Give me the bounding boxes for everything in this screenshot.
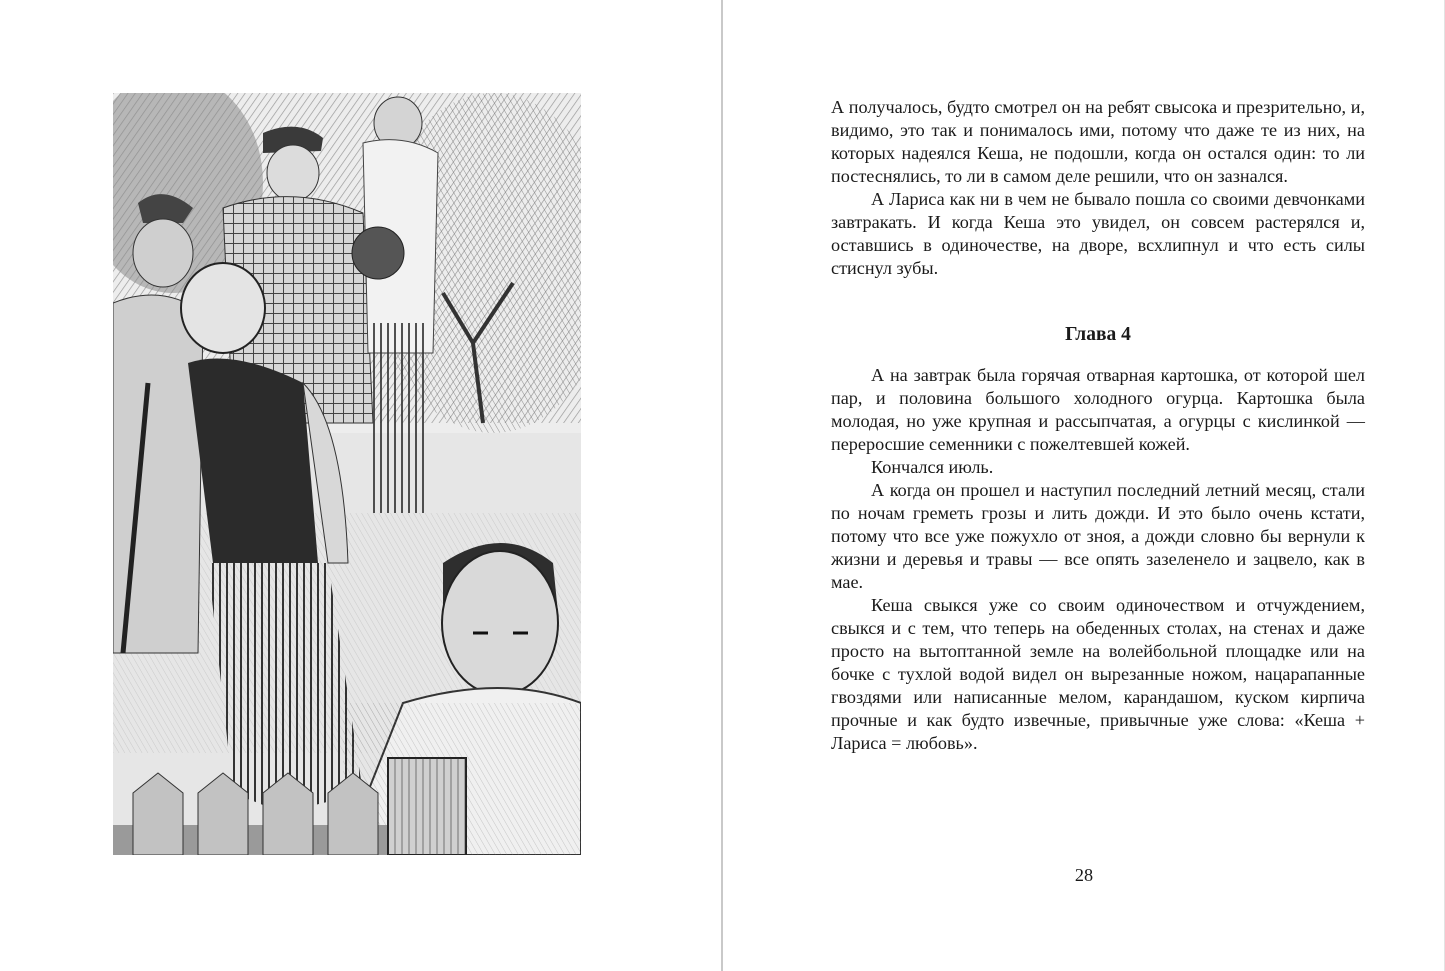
paragraph: А Лариса как ни в чем не бывало пошла со своими девчонками завтракать. И когда Кеша это увидел, он совсем растерялся и, оставшись в одиночестве, на дворе, всхлипнул и что есть силы стиснул зубы. [831, 189, 1365, 278]
left-page [0, 0, 722, 971]
paragraph: Кончался июль. [871, 457, 994, 477]
paragraph: А когда он прошел и наступил последний летний месяц, стали по ночам греметь грозы и лить дожди. И это было очень кстати, потому что все уже пожухло от зноя, а дожди словно бы вернули к жизни и деревья и травы — все опять зазеленело и зацвело, как в мае. [831, 480, 1365, 592]
page-number: 28 [1074, 865, 1094, 885]
paragraph: А на завтрак была горячая отварная картошка, от которой шел пар, и половина большого холодного огурца. Картошка была молодая, но уже крупная и рассыпчатая, а огурцы с кислинкой — переросшие семенники с пожелтевшей кожей. [831, 365, 1365, 454]
body-text [831, 96, 1365, 755]
right-page [723, 0, 1445, 971]
paragraph: Кеша свыкся уже со своим одиночеством и отчуждением, свыкся и с тем, что теперь на обеденных столах, на стенах и даже просто на вытоптанной земле на волейбольной площадке или на бочке с тухлой водой видел он вырезанные ножом, нацарапанные гвоздями или написанные мелом, карандашом, куском кирпича прочные и как будто извечные, привычные уже слова: «Кеша + Лариса = любовь». [831, 595, 1365, 753]
boys-at-fence-illustration [113, 93, 581, 855]
chapter-title: Глава 4 [1065, 324, 1131, 345]
paragraph: А получалось, будто смотрел он на ребят свысока и презрительно, и, видимо, это так и понималось ими, потому что даже те из них, на которых надеялся Кеша, не подошли, когда он остался один: то ли постеснялись, то ли в самом деле решили, что он зазнался. [831, 97, 1365, 186]
